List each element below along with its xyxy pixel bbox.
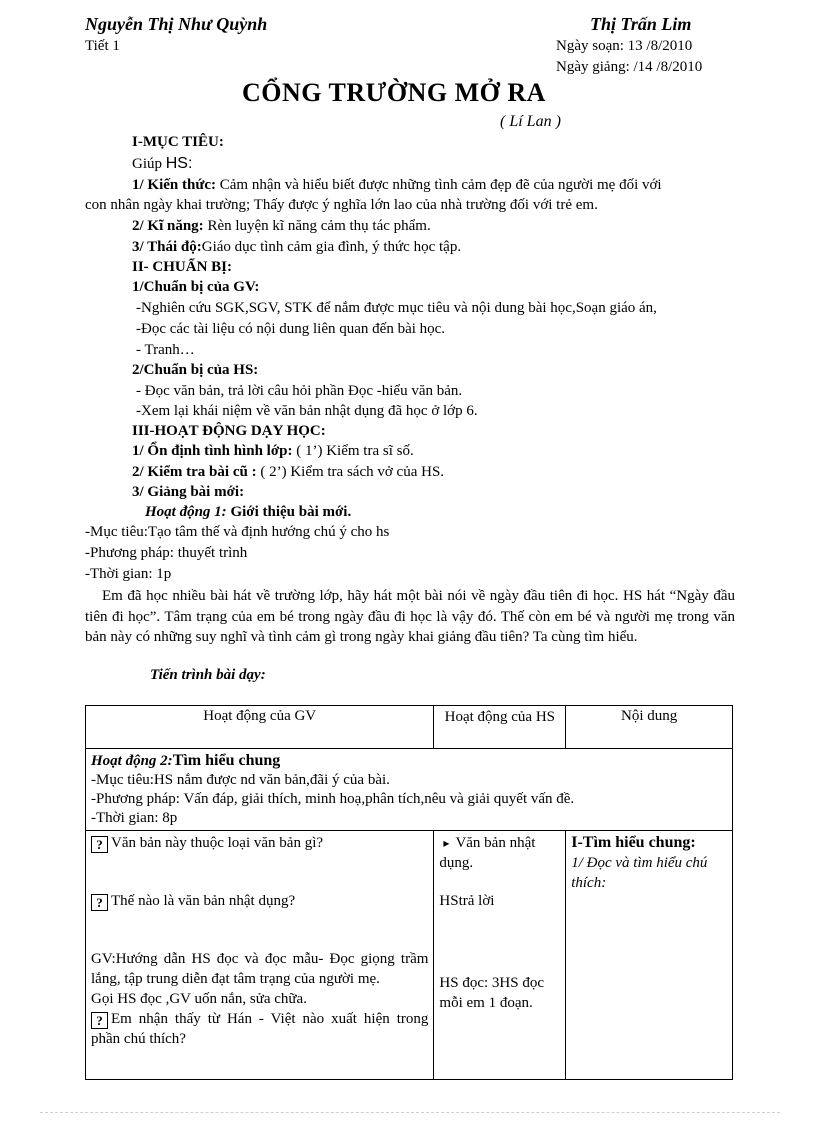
objectives-heading: I-MỤC TIÊU: bbox=[132, 134, 224, 150]
gv-question-2 bbox=[91, 891, 428, 911]
activity1-time: -Thời gian: 1p bbox=[85, 566, 172, 582]
header-content: Nội dung bbox=[566, 706, 733, 749]
question-icon: ? bbox=[91, 1012, 108, 1029]
teacher-prep-label: 1/Chuẩn bị của GV: bbox=[132, 279, 260, 295]
attitude-text: Giáo dục tình cảm gia đình, ý thức học tập. bbox=[201, 239, 462, 255]
content-section: I-Tìm hiểu chung: bbox=[571, 834, 696, 851]
page-title: CỔNG TRƯỜNG MỞ RA bbox=[242, 78, 546, 107]
activity2-goal: -Mục tiêu:HS nắm được nd văn bản,đãi ý của bài. bbox=[91, 772, 390, 788]
question-icon: ? bbox=[91, 836, 108, 853]
teacher-prep-item: -Nghiên cứu SGK,SGV, STK để nắm được mục tiêu và nội dung bài học,Soạn giáo án, bbox=[136, 300, 657, 316]
objectives-intro-prefix: Giúp bbox=[132, 156, 166, 172]
process-label: Tiến trình bài dạy: bbox=[150, 667, 266, 683]
attitude-label: 3/ Thái độ: bbox=[132, 239, 202, 255]
stabilize-label: 1/ Ổn định tình hình lớp: bbox=[132, 443, 293, 459]
gv-question-1 bbox=[91, 833, 428, 853]
intro-paragraph: Em đã học nhiều bài hát về trường lớp, hãy hát một bài nói về ngày đầu tiên đi học. HS hát “Ngày đầu tiên đi học”. Tâm trạng của em bé trong ngày đầu đi học là vậy đó. Thế còn em bé và người mẹ trong văn bản này có những suy nghĩ và tình cảm gì trong ngày khai giảng đầu tiên? Ta cùng tìm hiểu. bbox=[85, 588, 735, 645]
knowledge-line bbox=[132, 177, 662, 194]
hs-answer-3: HS đọc: 3HS đọc mỗi em 1 đoạn. bbox=[439, 975, 544, 1011]
activity2-row bbox=[86, 749, 733, 831]
student-prep-label: 2/Chuẩn bị của HS: bbox=[132, 362, 259, 378]
activity1-goal: -Mục tiêu:Tạo tâm thế và định hướng chú ý cho hs bbox=[85, 524, 390, 540]
check-text: ( 2’) Kiểm tra sách vở của HS. bbox=[256, 464, 445, 480]
hs-answer-1 bbox=[439, 833, 560, 873]
objectives-intro bbox=[132, 155, 192, 173]
hs-a1-text: Văn bản nhật dụng. bbox=[439, 835, 536, 871]
question-icon: ? bbox=[91, 894, 108, 911]
table-row bbox=[86, 831, 733, 1080]
lesson-table bbox=[85, 705, 733, 1080]
activity2-title: Tìm hiểu chung bbox=[172, 752, 281, 769]
header-hs: Hoạt động của HS bbox=[434, 706, 566, 749]
student-prep-item: - Đọc văn bản, trả lời câu hỏi phần Đọc -hiểu văn bản. bbox=[136, 383, 463, 399]
content-cell bbox=[566, 831, 733, 1080]
content-subsection: 1/ Đọc và tìm hiểu chú thích: bbox=[571, 855, 708, 891]
activity2-time: -Thời gian: 8p bbox=[91, 810, 178, 826]
header-gv: Hoạt động của GV bbox=[86, 706, 434, 749]
gv-reading-guide: GV:Hướng dẫn HS đọc và đọc mẫu- Đọc giọng trầm lắng, tập trung diễn đạt tâm trạng của người mẹ. bbox=[91, 951, 429, 987]
arrow-right-icon: ▸ bbox=[443, 836, 450, 850]
stabilize-line bbox=[132, 443, 414, 460]
author-name: Nguyễn Thị Như Quỳnh bbox=[85, 14, 268, 34]
activity1-line bbox=[145, 504, 351, 521]
activity1-title: Giới thiệu bài mới. bbox=[226, 504, 352, 520]
gv-call-students: Gọi HS đọc ,GV uốn nắn, sửa chữa. bbox=[91, 991, 307, 1007]
gv-q3-text: Em nhận thấy từ Hán - Việt nào xuất hiện trong phần chú thích? bbox=[91, 1011, 429, 1047]
student-prep-item: -Xem lại khái niệm về văn bản nhật dụng đã học ở lớp 6. bbox=[136, 403, 478, 419]
activity1-method: -Phương pháp: thuyết trình bbox=[85, 545, 248, 561]
knowledge-label: 1/ Kiến thức: bbox=[132, 177, 216, 193]
activity2-label: Hoạt động 2: bbox=[91, 753, 173, 769]
activity2-method: -Phương pháp: Vấn đáp, giải thích, minh hoạ,phân tích,nêu và giải quyết vấn đề. bbox=[91, 791, 575, 807]
teacher-prep-item: -Đọc các tài liệu có nội dung liên quan đến bài học. bbox=[136, 321, 446, 337]
school-name: Thị Trấn Lim bbox=[590, 14, 692, 34]
attitude-line bbox=[132, 239, 461, 256]
knowledge-text: Cảm nhận và hiểu biết được những tình cảm đẹp đẽ của người mẹ đối với bbox=[216, 177, 662, 193]
hs-answer-2: HStrả lời bbox=[439, 893, 495, 909]
skill-text: Rèn luyện kĩ năng cảm thụ tác phẩm. bbox=[203, 218, 431, 234]
preparation-heading: II- CHUẨN BỊ: bbox=[132, 259, 233, 275]
date-prepared: Ngày soạn: 13 /8/2010 bbox=[556, 38, 693, 54]
table-header-row bbox=[86, 706, 733, 749]
teacher-prep-item: - Tranh… bbox=[136, 342, 195, 358]
skill-label: 2/ Kĩ năng: bbox=[132, 218, 204, 234]
gv-q1-text: Văn bản này thuộc loại văn bản gì? bbox=[111, 835, 324, 851]
activity2-heading bbox=[91, 751, 727, 771]
objectives-intro-hs: HS: bbox=[165, 155, 193, 172]
lesson-number: Tiết 1 bbox=[85, 38, 120, 54]
activities-heading: III-HOẠT ĐỘNG DẠY HỌC: bbox=[132, 423, 326, 439]
hs-cell bbox=[434, 831, 566, 1080]
gv-q2-text: Thế nào là văn bản nhật dụng? bbox=[111, 893, 296, 909]
date-taught: Ngày giảng: /14 /8/2010 bbox=[556, 59, 703, 75]
gv-cell bbox=[86, 831, 434, 1080]
page-bottom-rule bbox=[40, 1112, 780, 1113]
knowledge-text-cont: con nhân ngày khai trường; Thấy được ý nghĩa lớn lao của nhà trường đối với trẻ em. bbox=[85, 197, 598, 213]
stabilize-text: ( 1’) Kiểm tra sĩ số. bbox=[292, 443, 414, 459]
check-label: 2/ Kiểm tra bài cũ : bbox=[132, 464, 257, 480]
skill-line bbox=[132, 218, 431, 235]
check-line bbox=[132, 464, 444, 481]
author-credit: ( Lí Lan ) bbox=[500, 113, 561, 130]
new-lesson-label: 3/ Giảng bài mới: bbox=[132, 484, 245, 500]
gv-question-3 bbox=[91, 1009, 428, 1049]
activity2-cell bbox=[86, 749, 733, 831]
activity1-label: Hoạt động 1: bbox=[145, 504, 227, 520]
